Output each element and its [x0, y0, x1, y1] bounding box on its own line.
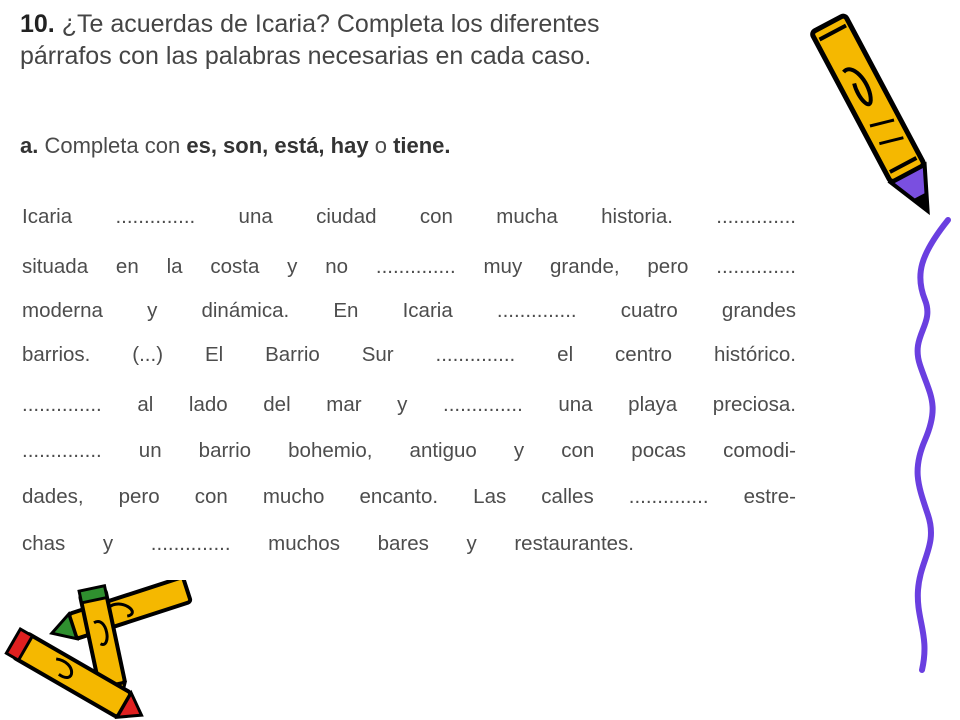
paragraph-line: moderna y dinámica. En Icaria .............. cuatro grandes — [22, 299, 796, 322]
instruction-words: es, son, está, hay — [186, 133, 369, 158]
paragraph-line: dades, pero con mucho encanto. Las calles .............. estre- — [22, 485, 796, 508]
pencils-icon — [0, 580, 200, 720]
instruction-prefix: Completa con — [44, 133, 181, 158]
instruction-connector: o — [374, 133, 387, 158]
paragraph-line: Icaria .............. una ciudad con mucha historia. .............. — [22, 205, 796, 228]
exercise-number: 10. — [20, 10, 55, 38]
paragraph-line: situada en la costa y no .............. muy grande, pero .............. — [22, 255, 796, 278]
exercise-heading — [20, 8, 800, 72]
section-a-instruction — [20, 131, 451, 161]
paragraph-line: .............. un barrio bohemio, antiguo y con pocas comodi- — [22, 439, 796, 462]
paragraph-line: .............. al lado del mar y .............. una playa preciosa. — [22, 393, 796, 416]
paragraph-line: chas y .............. muchos bares y restaurantes. — [22, 532, 634, 555]
instruction-last-word: tiene. — [393, 133, 451, 158]
exercise-title-line2: párrafos con las palabras necesarias en cada caso. — [20, 42, 592, 70]
squiggle-line — [900, 215, 960, 675]
section-letter: a. — [20, 133, 39, 158]
paragraph-line: barrios. (...) El Barrio Sur .............. el centro histórico. — [22, 343, 796, 366]
exercise-title-line1: ¿Te acuerdas de Icaria? Completa los diferentes — [61, 10, 600, 38]
pencil-icon — [810, 0, 950, 230]
